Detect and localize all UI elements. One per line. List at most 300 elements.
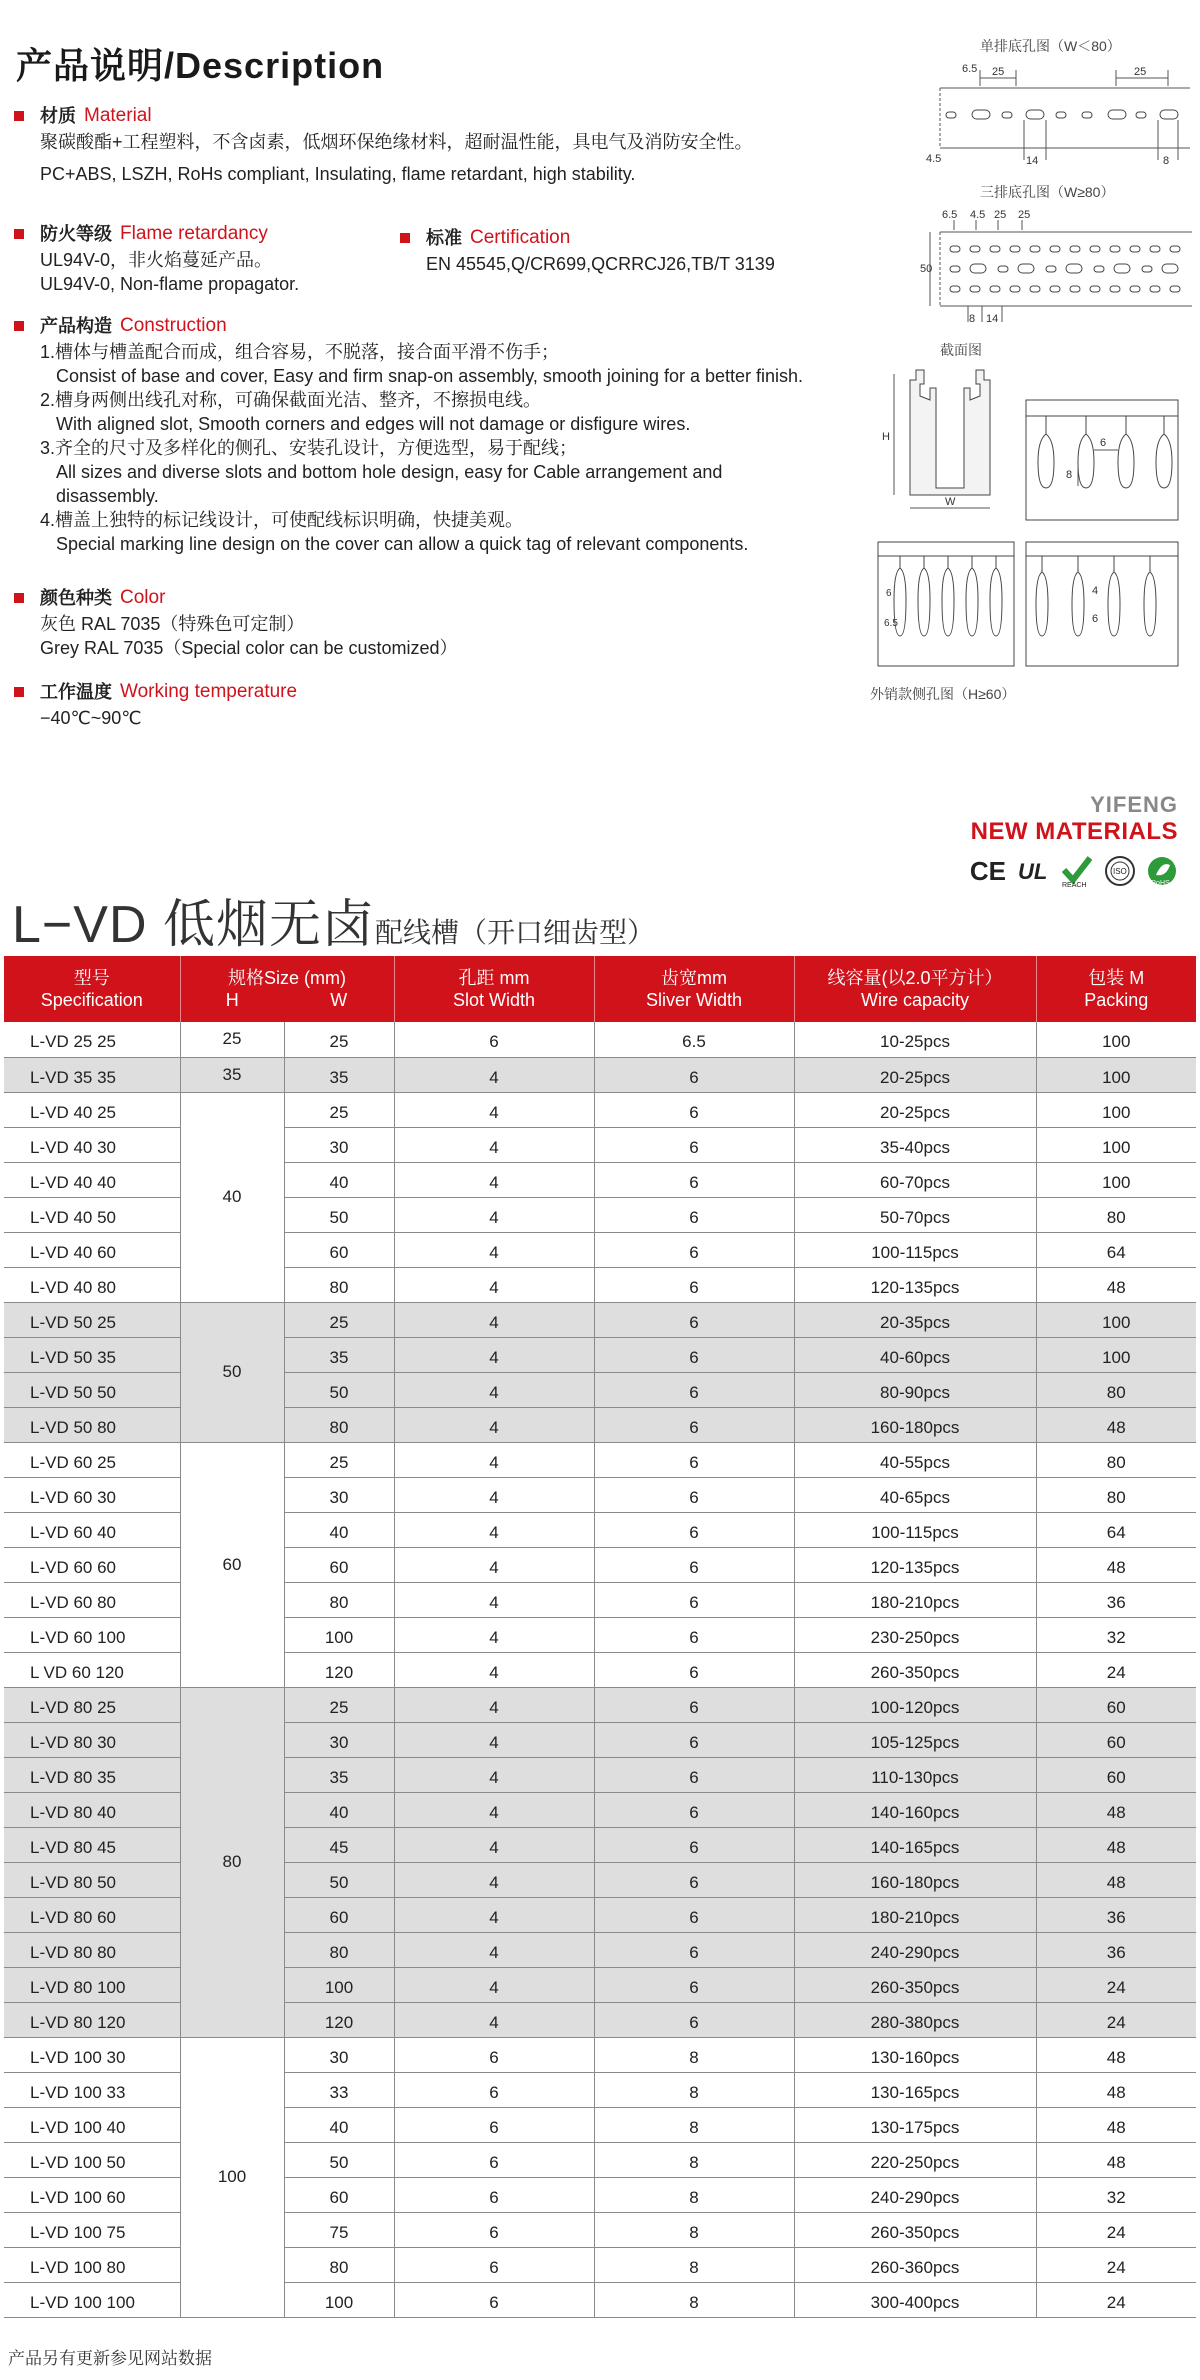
color-section [14,586,458,660]
reach-icon [1060,854,1094,888]
color-en: Color [120,587,166,608]
cell-w: 60 [284,2177,394,2212]
material-cn: 材质 [40,106,76,126]
construction-line-2: Consist of base and cover, Easy and firm snap-on assembly, smooth joining for a better finish. [56,366,804,386]
cell-h: 25 [180,1022,284,1057]
cell-sliver: 8 [594,2282,794,2317]
cell-w: 40 [284,2107,394,2142]
cell-wire: 240-290pcs [794,2177,1036,2212]
cell-spec: L-VD 100 50 [4,2142,180,2177]
cell-w: 60 [284,1897,394,1932]
flame-cn: 防火等级 [40,224,112,244]
cell-pack: 100 [1036,1162,1196,1197]
cell-sliver: 6 [594,1582,794,1617]
cell-w: 35 [284,1757,394,1792]
cell-h: 35 [180,1057,284,1092]
cell-wire: 280-380pcs [794,2002,1036,2037]
cell-pack: 24 [1036,1652,1196,1687]
bullet-icon [14,593,24,603]
cell-sliver: 6 [594,1757,794,1792]
svg-text:RoHS: RoHS [1151,880,1170,887]
cell-wire: 100-115pcs [794,1232,1036,1267]
cell-w: 33 [284,2072,394,2107]
cell-spec: L-VD 80 100 [4,1967,180,2002]
cell-spec: L-VD 80 45 [4,1827,180,1862]
cell-sliver: 6 [594,1897,794,1932]
construction-line-4: With aligned slot, Smooth corners and edges will not damage or disfigure wires. [56,414,691,434]
spec-table [4,956,1196,2318]
color-cn: 颜色种类 [40,588,112,608]
cell-sliver: 6 [594,1232,794,1267]
cell-slot: 6 [394,1022,594,1057]
cell-wire: 120-135pcs [794,1267,1036,1302]
header-size: 规格Size (mm) H W [180,956,394,1022]
cell-wire: 120-135pcs [794,1547,1036,1582]
cell-spec: L-VD 100 30 [4,2037,180,2072]
cell-sliver: 6 [594,1337,794,1372]
cell-wire: 160-180pcs [794,1407,1036,1442]
cell-slot: 6 [394,2142,594,2177]
flame-line-1: UL94V-0，非火焰蔓延产品。 [40,250,273,270]
cell-wire: 260-350pcs [794,1967,1036,2002]
cell-w: 80 [284,1267,394,1302]
side-hole-diagram-3 [1024,540,1180,668]
cell-spec: L-VD 100 60 [4,2177,180,2212]
cell-slot: 4 [394,1162,594,1197]
cell-sliver: 6.5 [594,1022,794,1057]
cell-spec: L-VD 60 40 [4,1512,180,1547]
cell-wire: 260-350pcs [794,2212,1036,2247]
cell-sliver: 6 [594,1967,794,2002]
cell-w: 35 [284,1337,394,1372]
cell-slot: 4 [394,1862,594,1897]
ul-icon [1016,858,1050,884]
header-wire: 线容量(以2.0平方计） Wire capacity [794,956,1036,1022]
cell-pack: 36 [1036,1897,1196,1932]
color-line-1: 灰色 RAL 7035（特殊色可定制） [40,614,305,634]
cell-spec: L-VD 100 40 [4,2107,180,2142]
cell-sliver: 8 [594,2072,794,2107]
cell-sliver: 6 [594,1197,794,1232]
cell-spec: L-VD 35 35 [4,1057,180,1092]
cell-slot: 4 [394,1722,594,1757]
cell-pack: 48 [1036,2072,1196,2107]
cell-spec: L-VD 25 25 [4,1022,180,1057]
cell-sliver: 6 [594,2002,794,2037]
cell-w: 60 [284,1232,394,1267]
cell-pack: 60 [1036,1687,1196,1722]
cell-spec: L VD 60 120 [4,1652,180,1687]
cell-spec: L-VD 40 25 [4,1092,180,1127]
material-en: Material [84,105,152,126]
cell-wire: 100-115pcs [794,1512,1036,1547]
dim-6-c: 6 [1100,437,1107,449]
cell-wire: 40-65pcs [794,1477,1036,1512]
svg-text:ISO: ISO [1113,867,1127,876]
cell-h: 40 [180,1092,284,1302]
cell-h: 100 [180,2037,284,2317]
dim-50: 50 [920,263,933,275]
cell-w: 25 [284,1022,394,1057]
single-row-caption: 单排底孔图（W＜80） [980,38,1121,54]
rohs-icon [1146,855,1178,887]
cell-h: 80 [180,1687,284,2037]
single-row-diagram [920,60,1196,170]
cell-w: 50 [284,1372,394,1407]
cell-pack: 32 [1036,1617,1196,1652]
cell-wire: 180-210pcs [794,1582,1036,1617]
cell-slot: 4 [394,1582,594,1617]
cell-slot: 6 [394,2107,594,2142]
cell-pack: 48 [1036,1862,1196,1897]
cell-pack: 48 [1036,2037,1196,2072]
cell-spec: L-VD 60 25 [4,1442,180,1477]
construction-en: Construction [120,315,227,336]
bullet-icon [14,687,24,697]
triple-row-caption: 三排底孔图（W≥80） [980,184,1115,200]
svg-text:UL: UL [1018,859,1048,884]
cell-slot: 4 [394,1827,594,1862]
dim-25-a: 25 [992,66,1005,78]
cell-sliver: 8 [594,2107,794,2142]
color-line-2: Grey RAL 7035（Special color can be customized） [40,638,458,658]
flame-line-2: UL94V-0, Non-flame propagator. [40,274,300,294]
cell-pack: 64 [1036,1512,1196,1547]
dim-6-d: 6 [886,588,892,599]
table-row [4,1442,1196,1477]
page-title [16,38,384,89]
temp-en: Working temperature [120,681,298,702]
cell-w: 40 [284,1162,394,1197]
cell-w: 25 [284,1092,394,1127]
cell-slot: 4 [394,1617,594,1652]
cell-h: 50 [180,1302,284,1442]
dim-25-d: 25 [1018,209,1031,221]
section-caption: 截面图 [940,342,982,358]
cell-sliver: 6 [594,1267,794,1302]
cell-pack: 64 [1036,1232,1196,1267]
cell-pack: 48 [1036,1407,1196,1442]
construction-line-1: 1.槽体与槽盖配合而成，组合容易，不脱落，接合面平滑不伤手； [40,342,560,362]
flame-en: Flame retardancy [120,223,268,244]
cell-w: 30 [284,1477,394,1512]
svg-text:REACH: REACH [1062,882,1087,888]
cell-w: 25 [284,1302,394,1337]
header-sliver: 齿宽mm Sliver Width [594,956,794,1022]
cell-pack: 36 [1036,1932,1196,1967]
cell-wire: 10-25pcs [794,1022,1036,1057]
cell-pack: 24 [1036,2002,1196,2037]
cell-pack: 48 [1036,1547,1196,1582]
cell-slot: 4 [394,1477,594,1512]
cell-pack: 100 [1036,1092,1196,1127]
construction-line-3: 2.槽身两侧出线孔对称，可确保截面光洁、整齐，不擦损电线。 [40,390,542,410]
flame-section [14,222,299,296]
cell-sliver: 8 [594,2177,794,2212]
cell-slot: 4 [394,1687,594,1722]
bullet-icon [400,233,410,243]
cell-wire: 100-120pcs [794,1687,1036,1722]
dim-6-5: 6.5 [962,63,978,75]
cell-pack: 100 [1036,1302,1196,1337]
cell-spec: L-VD 60 60 [4,1547,180,1582]
cell-sliver: 6 [594,1057,794,1092]
cell-slot: 4 [394,1372,594,1407]
cell-sliver: 6 [594,1792,794,1827]
cell-spec: L-VD 40 40 [4,1162,180,1197]
cell-w: 120 [284,1652,394,1687]
header-pack: 包装 M Packing [1036,956,1196,1022]
cell-wire: 130-165pcs [794,2072,1036,2107]
cell-w: 80 [284,2247,394,2282]
brand-name: YIFENG [1090,792,1178,817]
cell-spec: L-VD 40 50 [4,1197,180,1232]
cell-pack: 24 [1036,1967,1196,2002]
cell-wire: 230-250pcs [794,1617,1036,1652]
cell-slot: 4 [394,1932,594,1967]
dim-6-e: 6 [1092,613,1099,625]
cell-wire: 20-25pcs [794,1057,1036,1092]
cell-sliver: 6 [594,1827,794,1862]
cell-w: 50 [284,2142,394,2177]
cell-spec: L-VD 50 35 [4,1337,180,1372]
cell-slot: 6 [394,2072,594,2107]
cell-wire: 40-60pcs [794,1337,1036,1372]
cell-w: 40 [284,1512,394,1547]
cell-spec: L-VD 80 35 [4,1757,180,1792]
cell-wire: 35-40pcs [794,1127,1036,1162]
cell-w: 80 [284,1932,394,1967]
cell-sliver: 6 [594,1302,794,1337]
cell-sliver: 6 [594,1162,794,1197]
dim-w: W [945,496,956,508]
cell-wire: 220-250pcs [794,2142,1036,2177]
cell-wire: 40-55pcs [794,1442,1036,1477]
dim-6-5-b: 6.5 [942,209,958,221]
cert-cn: 标准 [426,228,462,248]
cell-spec: L-VD 80 40 [4,1792,180,1827]
material-line-1: 聚碳酸酯+工程塑料，不含卤素，低烟环保绝缘材料，超耐温性能，具电气及消防安全性。 [40,132,753,152]
cell-wire: 140-165pcs [794,1827,1036,1862]
cell-sliver: 6 [594,1617,794,1652]
cell-slot: 4 [394,2002,594,2037]
cell-slot: 4 [394,1547,594,1582]
dim-8: 8 [1163,155,1170,167]
cell-spec: L-VD 80 60 [4,1897,180,1932]
cell-spec: L-VD 40 80 [4,1267,180,1302]
cell-wire: 140-160pcs [794,1792,1036,1827]
cell-spec: L-VD 60 30 [4,1477,180,1512]
cell-wire: 130-175pcs [794,2107,1036,2142]
cell-pack: 24 [1036,2282,1196,2317]
cell-w: 60 [284,1547,394,1582]
cell-sliver: 6 [594,1372,794,1407]
cell-pack: 36 [1036,1582,1196,1617]
iso-icon [1104,855,1136,887]
construction-line-9: Special marking line design on the cover can allow a quick tag of relevant components. [56,534,749,554]
cell-pack: 24 [1036,2247,1196,2282]
cell-spec: L-VD 40 30 [4,1127,180,1162]
cell-spec: L-VD 40 60 [4,1232,180,1267]
cross-section-diagram [880,360,1020,520]
cell-sliver: 8 [594,2212,794,2247]
dim-4-5-b: 4.5 [970,209,986,221]
cell-pack: 48 [1036,2142,1196,2177]
cell-pack: 80 [1036,1442,1196,1477]
cell-wire: 20-25pcs [794,1092,1036,1127]
construction-line-7: disassembly. [56,486,159,506]
cell-wire: 260-350pcs [794,1652,1036,1687]
cell-wire: 50-70pcs [794,1197,1036,1232]
footnote: 产品另有更新参见网站数据 [8,2349,212,2368]
dim-4-5: 4.5 [926,153,942,165]
cell-spec: L-VD 80 50 [4,1862,180,1897]
cert-en: Certification [470,227,571,248]
cell-slot: 4 [394,1232,594,1267]
cell-w: 45 [284,1827,394,1862]
cell-slot: 6 [394,2247,594,2282]
cell-pack: 48 [1036,1827,1196,1862]
cell-sliver: 8 [594,2247,794,2282]
cell-spec: L-VD 50 80 [4,1407,180,1442]
cell-slot: 4 [394,1337,594,1372]
cell-slot: 4 [394,1757,594,1792]
cell-w: 80 [284,1582,394,1617]
ce-icon: CE [969,855,1006,886]
cell-slot: 4 [394,1967,594,2002]
cell-spec: L-VD 50 25 [4,1302,180,1337]
cell-wire: 160-180pcs [794,1862,1036,1897]
cell-w: 100 [284,1967,394,2002]
cell-pack: 100 [1036,1127,1196,1162]
cell-pack: 32 [1036,2177,1196,2212]
cell-wire: 60-70pcs [794,1162,1036,1197]
bullet-icon [14,321,24,331]
table-row [4,1687,1196,1722]
cell-slot: 6 [394,2037,594,2072]
dim-14: 14 [1026,155,1039,167]
cell-w: 100 [284,1617,394,1652]
cell-wire: 240-290pcs [794,1932,1036,1967]
cell-slot: 6 [394,2212,594,2247]
dim-25-b: 25 [1134,66,1147,78]
cell-slot: 4 [394,1267,594,1302]
cell-pack: 48 [1036,1792,1196,1827]
product-title-main: L−VD 低烟无卤 [12,896,375,954]
table-row [4,1092,1196,1127]
cell-w: 25 [284,1687,394,1722]
cell-spec: L-VD 100 100 [4,2282,180,2317]
cert-line-1: EN 45545,Q/CR699,QCRRCJ26,TB/T 3139 [426,254,775,274]
cell-spec: L-VD 60 100 [4,1617,180,1652]
cell-spec: L-VD 60 80 [4,1582,180,1617]
cell-spec: L-VD 80 25 [4,1687,180,1722]
cell-w: 50 [284,1197,394,1232]
table-header-row [4,956,1196,1022]
cell-w: 25 [284,1442,394,1477]
side-hole-diagram-1 [1024,398,1180,524]
cell-sliver: 6 [594,1512,794,1547]
cell-slot: 6 [394,2282,594,2317]
cell-pack: 80 [1036,1372,1196,1407]
cell-pack: 100 [1036,1057,1196,1092]
cell-wire: 105-125pcs [794,1722,1036,1757]
page-title-cn: 产品说明 [16,45,165,86]
construction-line-6: All sizes and diverse slots and bottom hole design, easy for Cable arrangement and [56,462,723,482]
cell-sliver: 6 [594,1932,794,1967]
cell-slot: 4 [394,1442,594,1477]
temp-cn: 工作温度 [40,682,112,702]
cell-spec: L-VD 100 33 [4,2072,180,2107]
cell-sliver: 6 [594,1442,794,1477]
temp-section [14,680,297,730]
cell-pack: 100 [1036,1337,1196,1372]
cell-w: 50 [284,1862,394,1897]
cell-spec: L-VD 80 120 [4,2002,180,2037]
dim-6-5-c: 6.5 [884,618,898,629]
dim-4: 4 [1092,585,1099,597]
cell-sliver: 8 [594,2142,794,2177]
cell-wire: 110-130pcs [794,1757,1036,1792]
cell-sliver: 6 [594,1477,794,1512]
cert-icons [970,854,1178,888]
cell-sliver: 6 [594,1127,794,1162]
cell-pack: 100 [1036,1022,1196,1057]
cell-w: 40 [284,1792,394,1827]
cell-slot: 4 [394,1652,594,1687]
table-row [4,1022,1196,1057]
cell-wire: 180-210pcs [794,1897,1036,1932]
cell-w: 100 [284,2282,394,2317]
cell-h: 60 [180,1442,284,1687]
side-hole-diagram-2 [876,540,1016,668]
triple-row-diagram [920,206,1196,328]
cell-slot: 4 [394,1092,594,1127]
cell-sliver: 6 [594,1547,794,1582]
header-slot: 孔距 mm Slot Width [394,956,594,1022]
dim-8-b: 8 [969,313,976,325]
product-title-sub: 配线槽（开口细齿型） [374,917,655,948]
cell-slot: 4 [394,1512,594,1547]
cell-wire: 80-90pcs [794,1372,1036,1407]
cell-w: 30 [284,1127,394,1162]
cell-slot: 4 [394,1792,594,1827]
cell-spec: L-VD 80 80 [4,1932,180,1967]
cell-w: 75 [284,2212,394,2247]
cell-w: 120 [284,2002,394,2037]
table-row [4,1057,1196,1092]
side-hole-caption: 外销款侧孔图（H≥60） [870,686,1016,702]
dim-25-c: 25 [994,209,1007,221]
table-row [4,1302,1196,1337]
brand-tagline: NEW MATERIALS [970,818,1178,845]
cell-sliver: 6 [594,1722,794,1757]
cell-w: 30 [284,1722,394,1757]
cell-slot: 4 [394,1197,594,1232]
cell-sliver: 6 [594,1862,794,1897]
cell-slot: 6 [394,2177,594,2212]
cell-pack: 60 [1036,1757,1196,1792]
material-line-2: PC+ABS, LSZH, RoHs compliant, Insulating, flame retardant, high stability. [40,164,636,184]
cell-slot: 4 [394,1407,594,1442]
cell-spec: L-VD 50 50 [4,1372,180,1407]
temp-line-1: −40℃~90℃ [40,708,142,728]
material-section [14,104,753,186]
cell-wire: 130-160pcs [794,2037,1036,2072]
construction-line-5: 3.齐全的尺寸及多样化的侧孔、安装孔设计，方便选型，易于配线； [40,438,578,458]
bullet-icon [14,111,24,121]
cell-slot: 4 [394,1302,594,1337]
